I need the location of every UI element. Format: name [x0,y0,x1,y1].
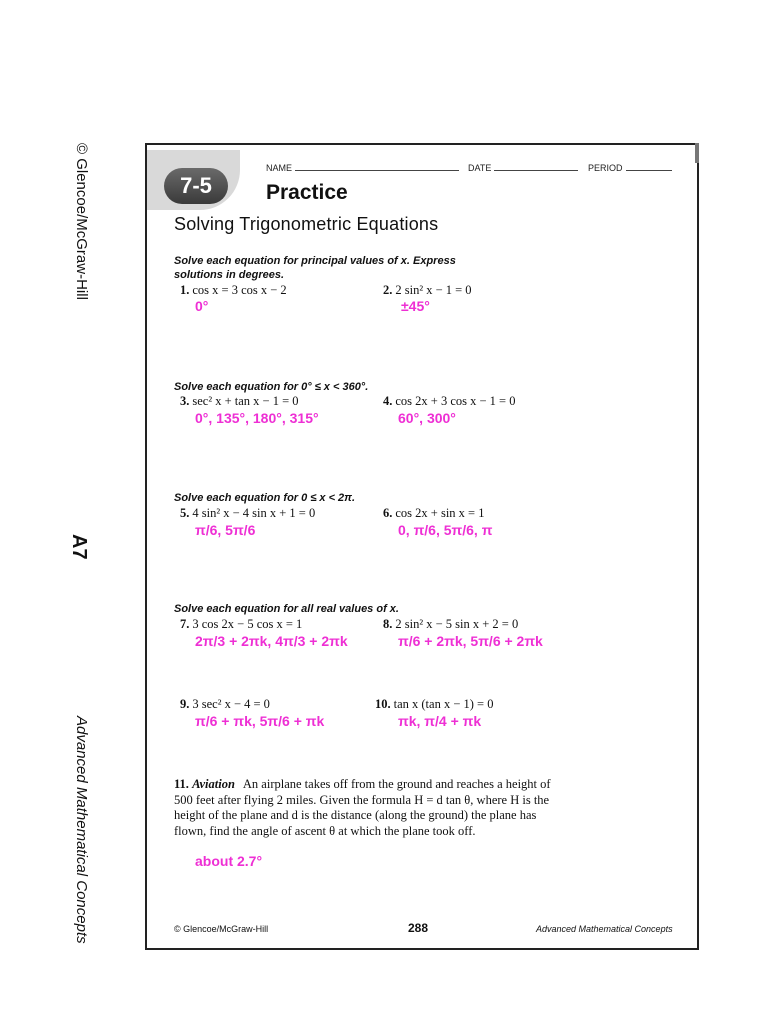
answer-3: 0°, 135°, 180°, 315° [195,410,319,426]
answer-11: about 2.7° [195,853,263,869]
problem-7 [180,617,302,632]
word-problem-11 [174,777,564,839]
problem-number: 3. [180,394,190,408]
problem-number: 5. [180,506,190,520]
page-number: 288 [408,921,429,935]
answer-2: ±45° [401,298,430,314]
date-label: DATE [468,163,492,173]
problem-1 [180,283,287,298]
period-line [626,161,672,171]
problem-number: 9. [180,697,190,711]
instruction-3: Solve each equation for 0 ≤ x < 2π. [174,492,356,504]
sidebar-book-title: Advanced Mathematical Concepts [73,716,90,944]
problem-number: 8. [383,617,393,631]
instruction-2: Solve each equation for 0° ≤ x < 360°. [174,381,369,393]
answer-8: π/6 + 2πk, 5π/6 + 2πk [398,633,543,649]
problem-number: 6. [383,506,393,520]
section-title: Solving Trigonometric Equations [174,214,439,234]
answer-9: π/6 + πk, 5π/6 + πk [195,713,325,729]
answer-5: π/6, 5π/6 [195,522,256,538]
answer-6: 0, π/6, 5π/6, π [398,522,493,538]
name-field [266,161,459,173]
equation: 3 sec² x − 4 = 0 [192,697,270,711]
problem-8 [383,617,518,632]
problem-number: 11. [174,777,189,791]
problem-9 [180,697,270,712]
answer-4: 60°, 300° [398,410,456,426]
equation: tan x (tan x − 1) = 0 [393,697,494,711]
instruction-4: Solve each equation for all real values of x. [174,603,399,615]
problem-number: 10. [375,697,391,711]
equation: cos 2x + 3 cos x − 1 = 0 [395,394,516,408]
problem-number: 7. [180,617,190,631]
problem-text: An airplane takes off from the ground and reaches a height of 500 feet after flying 2 miles. Given the formula H = d tan θ, where H is the height of the plane and d is the distance (along the ground) the plane has flown, find the angle of ascent θ at which the plane took off. [174,777,551,838]
page-title: Practice [266,181,348,204]
answer-1: 0° [195,298,209,314]
date-line [494,161,578,171]
footer-copyright: © Glencoe/McGraw-Hill [174,924,269,934]
problem-number: 2. [383,283,393,297]
equation: cos 2x + sin x = 1 [395,506,485,520]
date-field [468,161,578,173]
equation: 4 sin² x − 4 sin x + 1 = 0 [192,506,316,520]
period-label: PERIOD [588,163,623,173]
footer-book-title: Advanced Mathematical Concepts [536,924,673,934]
problem-number: 4. [383,394,393,408]
problem-4 [383,394,515,409]
problem-3 [180,394,299,409]
equation: sec² x + tan x − 1 = 0 [192,394,299,408]
equation: 3 cos 2x − 5 cos x = 1 [192,617,303,631]
sidebar-copyright: © Glencoe/McGraw-Hill [73,143,90,300]
problem-6 [383,506,484,521]
name-label: NAME [266,163,293,173]
answer-10: πk, π/4 + πk [398,713,482,729]
equation: cos x = 3 cos x − 2 [192,283,287,297]
name-line [295,161,459,171]
problem-topic: Aviation [192,777,235,791]
problem-5 [180,506,315,521]
problem-number: 1. [180,283,190,297]
equation: 2 sin² x − 1 = 0 [395,283,472,297]
problem-10 [375,697,493,712]
equation: 2 sin² x − 5 sin x + 2 = 0 [395,617,519,631]
edge-tab [695,143,699,163]
period-field [588,161,672,173]
lesson-badge: 7-5 [164,168,228,204]
problem-2 [383,283,472,298]
answer-7: 2π/3 + 2πk, 4π/3 + 2πk [195,633,348,649]
sidebar-page-code: A7 [68,534,90,560]
instruction-1: Solve each equation for principal values of x. Express solutions in degrees. [174,255,456,281]
